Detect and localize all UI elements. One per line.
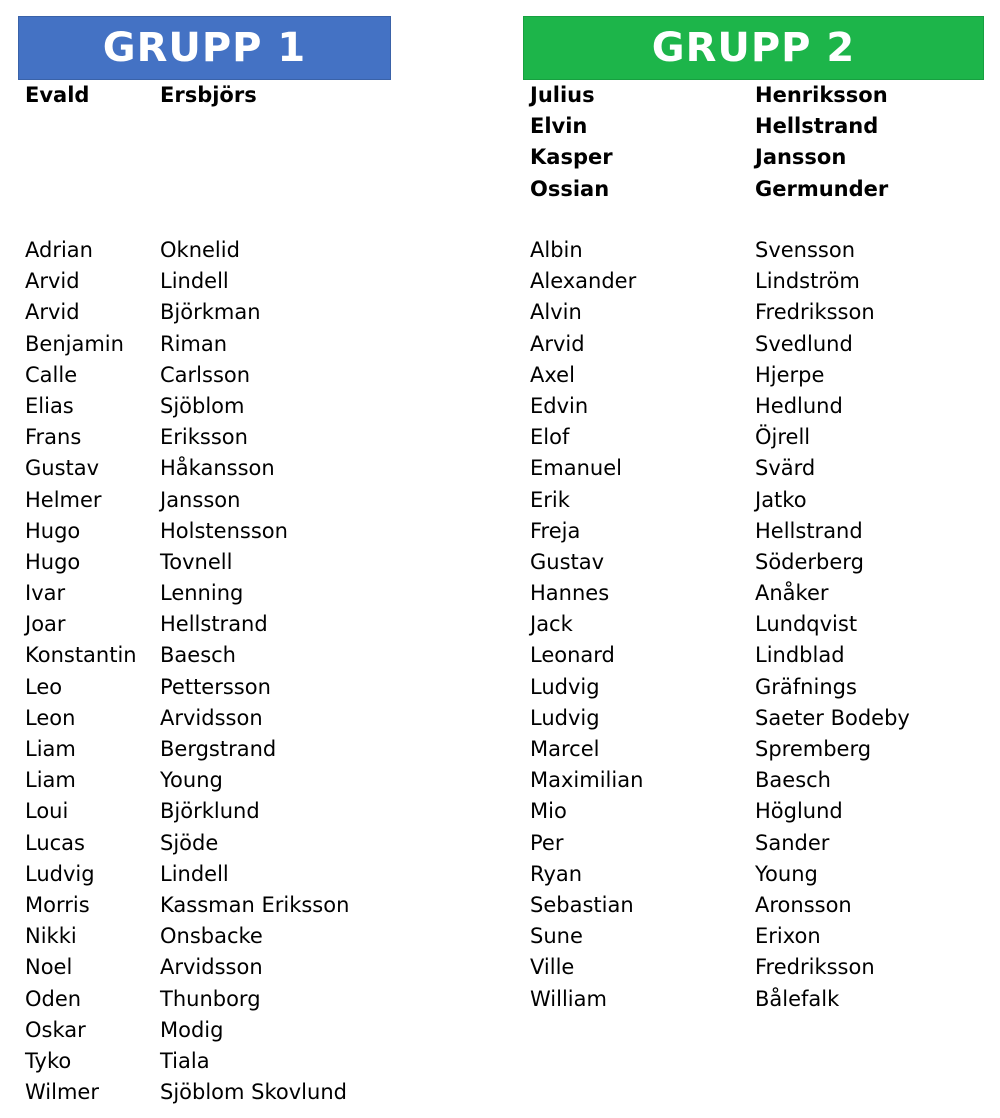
last-name: Modig bbox=[160, 1017, 224, 1042]
first-name: Ville bbox=[530, 955, 575, 980]
member-row bbox=[25, 235, 391, 266]
member-row bbox=[530, 485, 984, 516]
member-row bbox=[25, 547, 391, 578]
last-name: Lindell bbox=[160, 269, 229, 294]
member-row bbox=[530, 422, 984, 453]
first-name: Maximilian bbox=[530, 768, 644, 793]
last-name: Lenning bbox=[160, 581, 244, 606]
first-name: Albin bbox=[530, 238, 583, 262]
first-name: Emanuel bbox=[530, 456, 622, 481]
last-name: Erixon bbox=[755, 924, 821, 949]
leader-row bbox=[530, 80, 984, 111]
last-name: Spremberg bbox=[755, 737, 872, 761]
last-name: Kassman Eriksson bbox=[160, 892, 350, 917]
first-name: Loui bbox=[25, 799, 69, 824]
first-name: Axel bbox=[530, 362, 575, 387]
first-name: Liam bbox=[25, 768, 76, 793]
first-name: Julius bbox=[530, 83, 595, 107]
last-name: Sander bbox=[755, 830, 830, 855]
first-name: Konstantin bbox=[25, 643, 137, 668]
last-name: Håkansson bbox=[160, 456, 275, 481]
group-2-panel bbox=[523, 16, 984, 1015]
member-row bbox=[25, 984, 391, 1015]
first-name: Freja bbox=[530, 518, 581, 543]
first-name: Nikki bbox=[25, 924, 77, 949]
first-name: Ludvig bbox=[25, 861, 95, 886]
member-row bbox=[530, 297, 984, 328]
last-name: Lindblad bbox=[755, 643, 845, 668]
member-row bbox=[25, 734, 391, 765]
member-row bbox=[530, 640, 984, 671]
member-row bbox=[25, 391, 391, 422]
member-row bbox=[25, 859, 391, 890]
member-row bbox=[25, 921, 391, 952]
last-name: Tiala bbox=[160, 1048, 210, 1073]
last-name: Bergstrand bbox=[160, 737, 277, 761]
last-name: Riman bbox=[160, 331, 228, 356]
first-name: Sebastian bbox=[530, 892, 634, 917]
first-name: Oskar bbox=[25, 1017, 86, 1042]
member-row bbox=[25, 952, 391, 983]
last-name: Söderberg bbox=[755, 549, 864, 574]
member-row bbox=[530, 984, 984, 1015]
member-row bbox=[530, 765, 984, 796]
member-row bbox=[25, 266, 391, 297]
first-name: Morris bbox=[25, 892, 90, 917]
leader-row bbox=[530, 111, 984, 142]
last-name: Arvidsson bbox=[160, 955, 263, 980]
member-row bbox=[530, 329, 984, 360]
last-name: Lindström bbox=[755, 269, 860, 294]
last-name: Anåker bbox=[755, 581, 829, 606]
last-name: Jansson bbox=[160, 487, 241, 512]
member-row bbox=[530, 453, 984, 484]
last-name: Svärd bbox=[755, 456, 816, 481]
group-2-members bbox=[523, 235, 984, 1015]
leader-row bbox=[530, 174, 984, 205]
last-name: Hellstrand bbox=[755, 114, 879, 139]
first-name: Ludvig bbox=[530, 674, 600, 699]
last-name: Pettersson bbox=[160, 674, 271, 699]
last-name: Thunborg bbox=[160, 986, 261, 1011]
last-name: Sjöblom bbox=[160, 393, 245, 418]
member-row bbox=[25, 890, 391, 921]
first-name: Lucas bbox=[25, 830, 85, 855]
member-row bbox=[530, 796, 984, 827]
last-name: Baesch bbox=[160, 643, 236, 668]
member-row bbox=[25, 1077, 391, 1108]
last-name: Gräfnings bbox=[755, 674, 857, 699]
last-name: Svensson bbox=[755, 238, 856, 262]
last-name: Jatko bbox=[755, 487, 807, 512]
member-row bbox=[530, 890, 984, 921]
first-name: Jack bbox=[530, 612, 573, 637]
first-name: Gustav bbox=[25, 456, 100, 481]
last-name: Bålefalk bbox=[755, 986, 840, 1011]
last-name: Saeter Bodeby bbox=[755, 705, 910, 730]
last-name: Lindell bbox=[160, 861, 229, 886]
group-2-leaders bbox=[523, 80, 984, 235]
member-row bbox=[530, 547, 984, 578]
group-1-members bbox=[18, 235, 391, 1108]
first-name: Leon bbox=[25, 705, 76, 730]
first-name: Elvin bbox=[530, 114, 588, 139]
first-name: Arvid bbox=[25, 300, 80, 325]
last-name: Young bbox=[755, 861, 818, 886]
last-name: Carlsson bbox=[160, 362, 251, 387]
first-name: Adrian bbox=[25, 238, 93, 262]
first-name: Joar bbox=[25, 612, 66, 637]
last-name: Hedlund bbox=[755, 393, 843, 418]
last-name: Tovnell bbox=[160, 549, 233, 574]
first-name: Noel bbox=[25, 955, 73, 980]
member-row bbox=[530, 672, 984, 703]
first-name: Helmer bbox=[25, 487, 102, 512]
last-name: Björklund bbox=[160, 799, 260, 824]
first-name: Hugo bbox=[25, 518, 81, 543]
member-row bbox=[530, 609, 984, 640]
first-name: Oden bbox=[25, 986, 82, 1011]
first-name: Mio bbox=[530, 799, 567, 824]
first-name: Gustav bbox=[530, 549, 605, 574]
member-row bbox=[530, 266, 984, 297]
member-row bbox=[25, 360, 391, 391]
first-name: Calle bbox=[25, 362, 78, 387]
last-name: Young bbox=[160, 768, 223, 793]
last-name: Björkman bbox=[160, 300, 261, 325]
first-name: Elias bbox=[25, 393, 74, 418]
member-row bbox=[25, 672, 391, 703]
first-name: Alvin bbox=[530, 300, 582, 325]
member-row bbox=[530, 360, 984, 391]
member-row bbox=[25, 796, 391, 827]
last-name: Hellstrand bbox=[755, 518, 863, 543]
member-row bbox=[530, 734, 984, 765]
first-name: Arvid bbox=[530, 331, 585, 356]
last-name: Baesch bbox=[755, 768, 831, 793]
first-name: Alexander bbox=[530, 269, 637, 294]
member-row bbox=[25, 329, 391, 360]
first-name: Kasper bbox=[530, 145, 613, 170]
member-row bbox=[530, 921, 984, 952]
member-row bbox=[530, 578, 984, 609]
group-1-header: GRUPP 1 bbox=[18, 16, 391, 80]
last-name: Svedlund bbox=[755, 331, 853, 356]
first-name: Erik bbox=[530, 487, 570, 512]
member-row bbox=[25, 485, 391, 516]
first-name: Frans bbox=[25, 425, 82, 450]
last-name: Onsbacke bbox=[160, 924, 263, 949]
leader-row bbox=[530, 142, 984, 173]
first-name: Sune bbox=[530, 924, 583, 949]
member-row bbox=[25, 422, 391, 453]
first-name: Ryan bbox=[530, 861, 583, 886]
member-row bbox=[25, 609, 391, 640]
last-name: Fredriksson bbox=[755, 955, 875, 980]
member-row bbox=[25, 640, 391, 671]
last-name: Höglund bbox=[755, 799, 843, 824]
last-name: Arvidsson bbox=[160, 705, 263, 730]
first-name: Wilmer bbox=[25, 1080, 99, 1105]
last-name: Sjöblom Skovlund bbox=[160, 1080, 347, 1105]
last-name: Oknelid bbox=[160, 238, 240, 262]
member-row bbox=[530, 828, 984, 859]
first-name: Marcel bbox=[530, 737, 600, 761]
first-name: Leo bbox=[25, 674, 63, 699]
member-row bbox=[25, 516, 391, 547]
group-2-header: GRUPP 2 bbox=[523, 16, 984, 80]
member-row bbox=[530, 859, 984, 890]
first-name: Edvin bbox=[530, 393, 589, 418]
member-row bbox=[25, 1046, 391, 1077]
member-row bbox=[25, 578, 391, 609]
first-name: Benjamin bbox=[25, 331, 124, 356]
first-name: Tyko bbox=[25, 1048, 72, 1073]
first-name: Liam bbox=[25, 737, 76, 761]
last-name: Sjöde bbox=[160, 830, 219, 855]
member-row bbox=[25, 703, 391, 734]
member-row bbox=[25, 765, 391, 796]
last-name: Ersbjörs bbox=[160, 83, 257, 107]
first-name: Ossian bbox=[530, 176, 610, 201]
first-name: Leonard bbox=[530, 643, 615, 668]
member-row bbox=[530, 952, 984, 983]
last-name: Germunder bbox=[755, 176, 889, 201]
first-name: Per bbox=[530, 830, 564, 855]
member-row bbox=[25, 453, 391, 484]
last-name: Hellstrand bbox=[160, 612, 268, 637]
group-1-leaders bbox=[18, 80, 391, 235]
last-name: Aronsson bbox=[755, 892, 852, 917]
last-name: Öjrell bbox=[755, 425, 811, 450]
member-row bbox=[530, 516, 984, 547]
last-name: Hjerpe bbox=[755, 362, 825, 387]
last-name: Lundqvist bbox=[755, 612, 858, 637]
member-row bbox=[530, 703, 984, 734]
last-name: Holstensson bbox=[160, 518, 288, 543]
first-name: William bbox=[530, 986, 607, 1011]
last-name: Fredriksson bbox=[755, 300, 875, 325]
first-name: Ludvig bbox=[530, 705, 600, 730]
group-1-panel bbox=[18, 16, 391, 1108]
last-name: Eriksson bbox=[160, 425, 248, 450]
member-row bbox=[25, 297, 391, 328]
member-row bbox=[25, 828, 391, 859]
last-name: Jansson bbox=[755, 145, 847, 170]
first-name: Ivar bbox=[25, 581, 66, 606]
member-row bbox=[530, 235, 984, 266]
first-name: Hannes bbox=[530, 581, 610, 606]
member-row bbox=[530, 391, 984, 422]
first-name: Evald bbox=[25, 83, 90, 107]
last-name: Henriksson bbox=[755, 83, 888, 107]
member-row bbox=[25, 1015, 391, 1046]
leader-row bbox=[25, 80, 391, 111]
first-name: Elof bbox=[530, 425, 570, 450]
first-name: Hugo bbox=[25, 549, 81, 574]
first-name: Arvid bbox=[25, 269, 80, 294]
